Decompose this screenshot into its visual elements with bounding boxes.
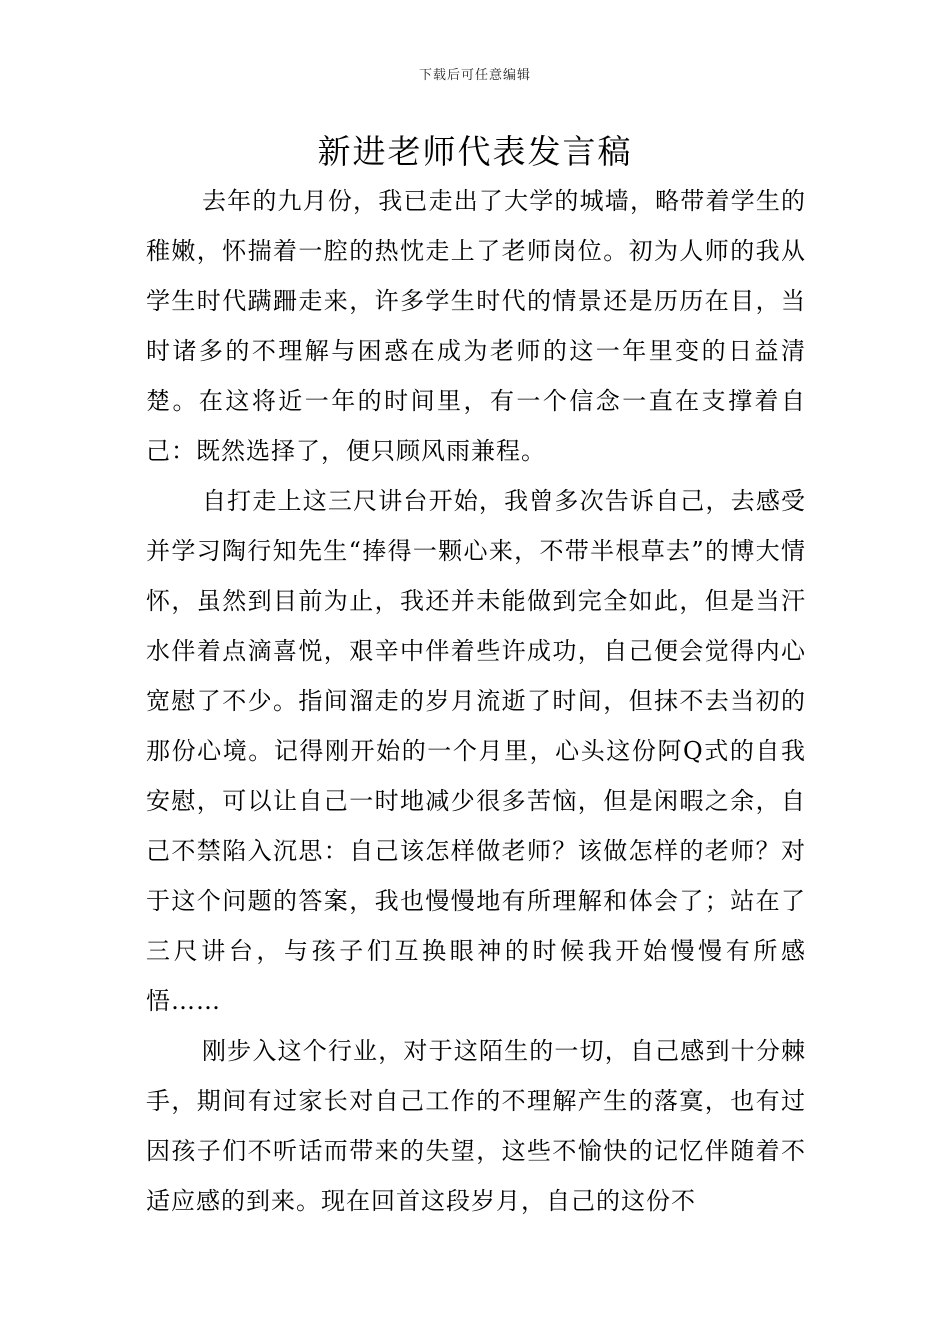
paragraph-2: 自打走上这三尺讲台开始，我曾多次告诉自己，去感受并学习陶行知先生“捧得一颗心来，不带半根草去”的博大情怀，虽然到目前为止，我还并未能做到完全如此，但是当汗水伴着点滴喜悦，艰辛中伴着些许成功，自己便会觉得内心宽慰了不少。指间溜走的岁月流逝了时间，但抹不去当初的那份心境。记得刚开始的一个月里，心头这份阿Q式的自我安慰，可以让自己一时地减少很多苦恼，但是闲暇之余，自己不禁陷入沉思：自己该怎样做老师？该做怎样的老师？对于这个问题的答案，我也慢慢地有所理解和体会了；站在了三尺讲台，与孩子们互换眼神的时候我开始慢慢有所感悟…… [146, 487, 806, 1015]
header-note: 下载后可任意编辑 [418, 68, 531, 83]
page-title: 新进老师代表发言稿 [317, 132, 633, 171]
paragraph-1: 去年的九月份，我已走出了大学的城墙，略带着学生的稚嫩，怀揣着一腔的热忱走上了老师岗位。初为人师的我从学生时代蹒跚走来，许多学生时代的情景还是历历在目，当时诸多的不理解与困惑在成为老师的这一年里变的日益清楚。在这将近一年的时间里，有一个信念一直在支撑着自己：既然选择了，便只顾风雨兼程。 [146, 187, 806, 465]
document-body [146, 176, 806, 1226]
paragraph-3: 刚步入这个行业，对于这陌生的一切，自己感到十分棘手，期间有过家长对自己工作的不理解产生的落寞，也有过因孩子们不听话而带来的失望，这些不愉快的记忆伴随着不适应感的到来。现在回首这段岁月，自己的这份不 [146, 1037, 806, 1215]
